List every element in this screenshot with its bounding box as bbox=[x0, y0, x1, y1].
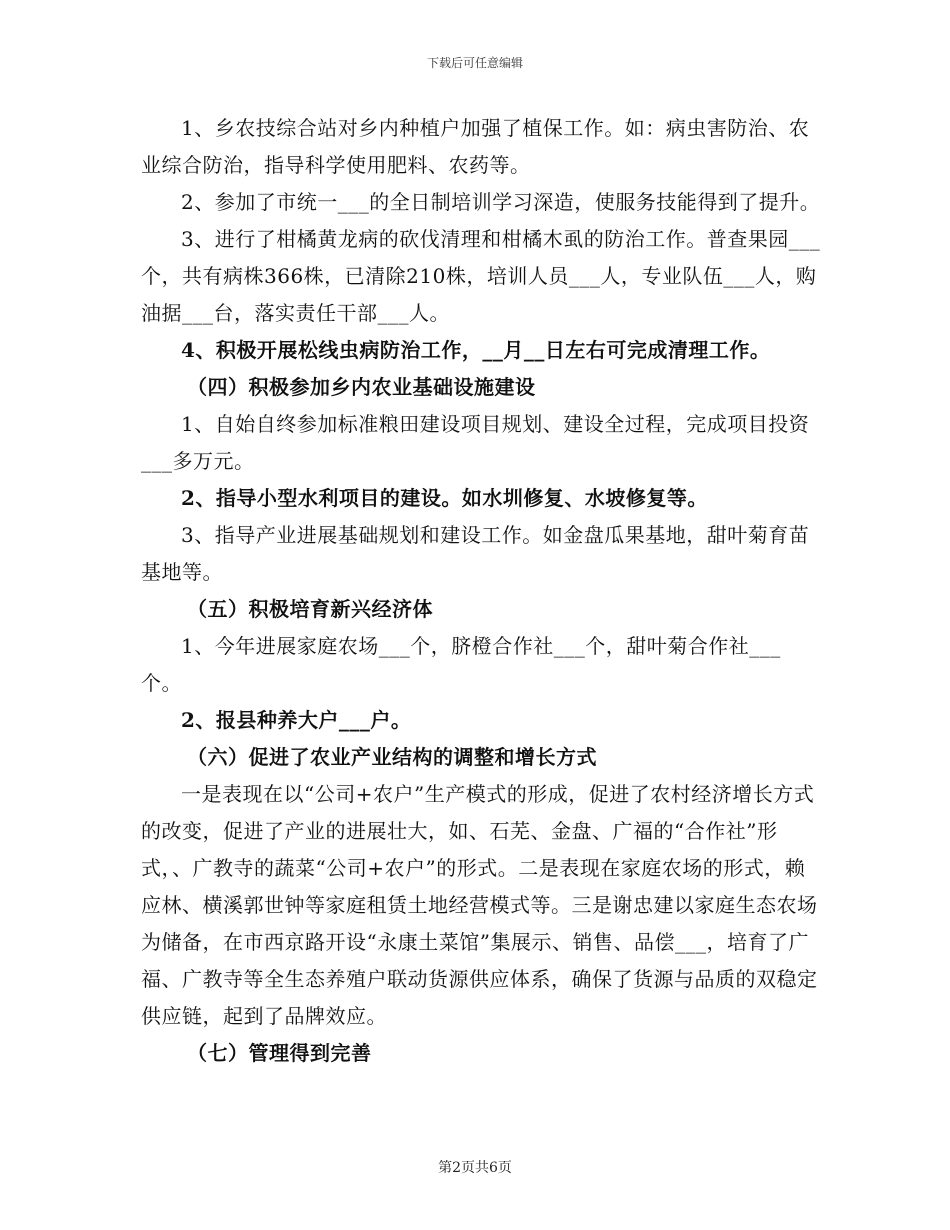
page-header: 下载后可任意编辑 bbox=[426, 56, 523, 70]
section-heading: （六）促进了农业产业结构的调整和增长方式 bbox=[187, 745, 597, 769]
paragraph: 3、进行了柑橘黄龙病的砍伐清理和柑橘木虱的防治工作。普查果园___个，共有病株366株，已清除210株，培训人员___人，专业队伍___人，购油据___台，落实责任干部___人。 bbox=[141, 227, 821, 325]
section-heading: （四）积极参加乡内农业基础设施建设 bbox=[187, 375, 536, 399]
page-footer: 第2页共6页 bbox=[438, 1160, 512, 1176]
paragraph-bold: 2、报县种养大户___户。 bbox=[181, 708, 412, 732]
document-body bbox=[141, 110, 821, 1072]
paragraph: 1、今年进展家庭农场___个，脐橙合作社___个，甜叶菊合作社___个。 bbox=[141, 634, 781, 695]
section-heading: （五）积极培育新兴经济体 bbox=[187, 597, 433, 621]
paragraph-bold: 2、指导小型水利项目的建设。如水圳修复、水坡修复等。 bbox=[181, 486, 708, 510]
paragraph: 一是表现在以“公司+农户”生产模式的形成，促进了农村经济增长方式的改变，促进了产业的进展壮大，如、石芜、金盘、广福的“合作社”形式，、广教寺的蔬菜“公司+农户”的形式。二是表现在家庭农场的形式，赖应林、横溪郭世钟等家庭租赁土地经营模式等。三是谢忠建以家庭生态农场为储备，在市西京路开设“永康土菜馆”集展示、销售、品偿___，培育了广福、广教寺等全生态养殖户联动货源供应体系，确保了货源与品质的双稳定供应链，起到了品牌效应。 bbox=[141, 782, 818, 1028]
paragraph: 2、参加了市统一___的全日制培训学习深造，使服务技能得到了提升。 bbox=[181, 190, 821, 214]
section-heading: （七）管理得到完善 bbox=[187, 1041, 372, 1065]
paragraph: 1、乡农技综合站对乡内种植户加强了植保工作。如：病虫害防治、农业综合防治，指导科学使用肥料、农药等。 bbox=[141, 116, 810, 177]
paragraph: 3、指导产业进展基础规划和建设工作。如金盘瓜果基地，甜叶菊育苗基地等。 bbox=[141, 523, 810, 584]
paragraph: 1、自始自终参加标准粮田建设项目规划、建设全过程，完成项目投资___多万元。 bbox=[141, 412, 810, 473]
paragraph-bold: 4、积极开展松线虫病防治工作，__月__日左右可完成清理工作。 bbox=[181, 338, 771, 362]
